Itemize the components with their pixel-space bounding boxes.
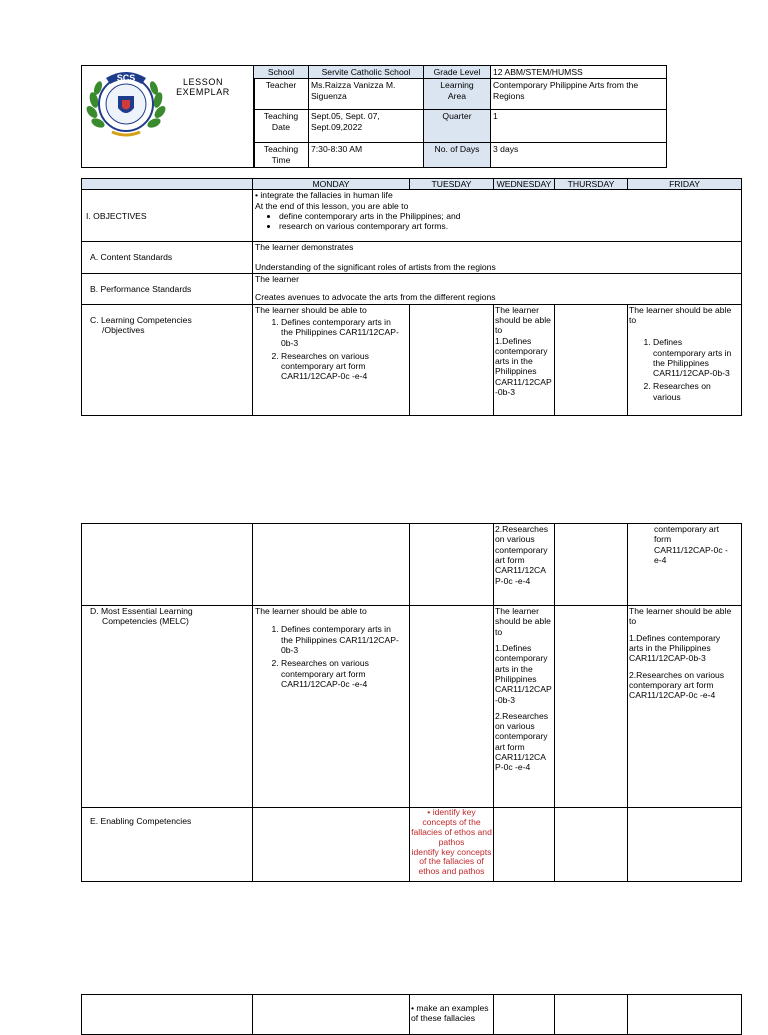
melc-monday: The learner should be able to 1. Defines contemporary arts in the Philippines CAR11/12CAP- 0b-3 2. Researches on various contemporary art form CAR11/12CAP-0c -e-4	[253, 606, 410, 808]
melc-item: 2. Researches on various contemporary art form CAR11/12CAP-0c -e-4	[281, 658, 407, 689]
competencies-monday: The learner should be able to 1. Defines contemporary arts in the Philippines CAR11/12CAP- 0b-3 2. Researches on various contemporary art form CAR11/12CAP-0c -e-4	[253, 304, 410, 415]
day-wednesday: WEDNESDAY	[494, 179, 555, 190]
days-value: 3 days	[491, 143, 667, 168]
objectives-content: • integrate the fallacies in human life At the end of this lesson, you are able to • define contemporary arts in the Philippines; and • research on various contemporary art forms.	[253, 190, 742, 242]
day-monday: MONDAY	[253, 179, 410, 190]
competency-item: 1. Defines contemporary arts in the Philippines CAR11/12CAP-0b-3	[653, 337, 740, 378]
teacher-value: Ms.Raizza Vanizza M. Siguenza	[309, 79, 424, 110]
melc-wednesday: The learner should be able to 1.Defines contemporary arts in the Philippines CAR11/12CAP -0b-3 2.Researches on various contemporary art form CAR11/12CA P-0c -e-4	[494, 606, 555, 808]
content-standards-value: The learner demonstrates Understanding of the significant roles of artists from the regions	[253, 242, 742, 274]
enabling-thursday	[555, 808, 628, 882]
melc-label: D. Most Essential Learning Competencies (MELC)	[82, 606, 253, 808]
performance-standards-label: B. Performance Standards	[82, 273, 253, 304]
lesson-table-continued	[81, 523, 742, 882]
third-wednesday	[494, 995, 555, 1035]
competencies-label: C. Learning Competencies /Objectives	[82, 304, 253, 415]
competency-item: 1. Defines contemporary arts in the Philippines CAR11/12CAP- 0b-3	[281, 317, 407, 348]
competencies-tuesday	[410, 304, 494, 415]
objective-item: • research on various contemporary art forms.	[279, 221, 739, 231]
area-value: Contemporary Philippine Arts from the Regions	[491, 79, 667, 110]
competencies-wednesday: The learner should be able to 1.Defines contemporary arts in the Philippines CAR11/12CAP -0b-3	[494, 304, 555, 415]
grade-value: 12 ABM/STEM/HUMSS	[491, 66, 667, 79]
day-friday: FRIDAY	[628, 179, 742, 190]
quarter-value: 1	[491, 110, 667, 143]
quarter-label: Quarter	[424, 110, 491, 143]
header-info-table	[253, 65, 667, 168]
performance-standards-value: The learner Creates avenues to advocate the arts from the different regions	[253, 273, 742, 304]
third-monday	[253, 995, 410, 1035]
continued-wednesday: 2.Researches on various contemporary art form CAR11/12CA P-0c -e-4	[494, 524, 555, 606]
continued-friday: contemporary art form CAR11/12CAP-0c - e-4	[628, 524, 742, 606]
objective-item: • define contemporary arts in the Philippines; and	[279, 211, 739, 221]
time-value: 7:30-8:30 AM	[309, 143, 424, 168]
date-label: Teaching Date	[254, 110, 309, 143]
lesson-table	[81, 178, 742, 416]
corner-cell	[82, 179, 253, 190]
objectives-label: I. OBJECTIVES	[82, 190, 253, 242]
school-label: School	[254, 66, 309, 79]
competency-item: 2. Researches on various	[653, 381, 740, 402]
third-thursday	[555, 995, 628, 1035]
third-tuesday: • make an examples of these fallacies	[410, 995, 494, 1035]
continued-monday	[253, 524, 410, 606]
enabling-label: E. Enabling Competencies	[82, 808, 253, 882]
melc-friday: The learner should be able to 1.Defines contemporary arts in the Philippines CAR11/12CAP-0b-3 2.Researches on various contemporary art form CAR11/12CAP-0c -e-4	[628, 606, 742, 808]
days-label: No. of Days	[424, 143, 491, 168]
continued-tuesday	[410, 524, 494, 606]
day-tuesday: TUESDAY	[410, 179, 494, 190]
continued-thursday	[555, 524, 628, 606]
competency-item: 2. Researches on various contemporary art form CAR11/12CAP-0c -e-4	[281, 351, 407, 382]
school-seal-logo	[84, 66, 168, 138]
competencies-thursday	[555, 304, 628, 415]
melc-tuesday	[410, 606, 494, 808]
teacher-label: Teacher	[254, 79, 309, 110]
content-standards-label: A. Content Standards	[82, 242, 253, 274]
lesson-table-third	[81, 994, 742, 1035]
enabling-tuesday: • identify key concepts of the fallacies of ethos and pathos identify key concepts of the fallacies of ethos and pathos	[410, 808, 494, 882]
competencies-friday: The learner should be able to 1. Defines contemporary arts in the Philippines CAR11/12CAP-0b-3 2. Researches on various	[628, 304, 742, 415]
continued-label	[82, 524, 253, 606]
grade-label: Grade Level	[424, 66, 491, 79]
enabling-monday	[253, 808, 410, 882]
third-label	[82, 995, 253, 1035]
day-thursday: THURSDAY	[555, 179, 628, 190]
melc-item: 1. Defines contemporary arts in the Philippines CAR11/12CAP- 0b-3	[281, 624, 407, 655]
doc-title: LESSON EXEMPLAR	[176, 77, 230, 98]
logo-text: SCS	[116, 73, 136, 83]
time-label: Teaching Time	[254, 143, 309, 168]
date-value: Sept.05, Sept. 07, Sept.09,2022	[309, 110, 424, 143]
area-label: Learning Area	[424, 79, 491, 110]
melc-thursday	[555, 606, 628, 808]
enabling-friday	[628, 808, 742, 882]
third-friday	[628, 995, 742, 1035]
enabling-wednesday	[494, 808, 555, 882]
school-value: Servite Catholic School	[309, 66, 424, 79]
